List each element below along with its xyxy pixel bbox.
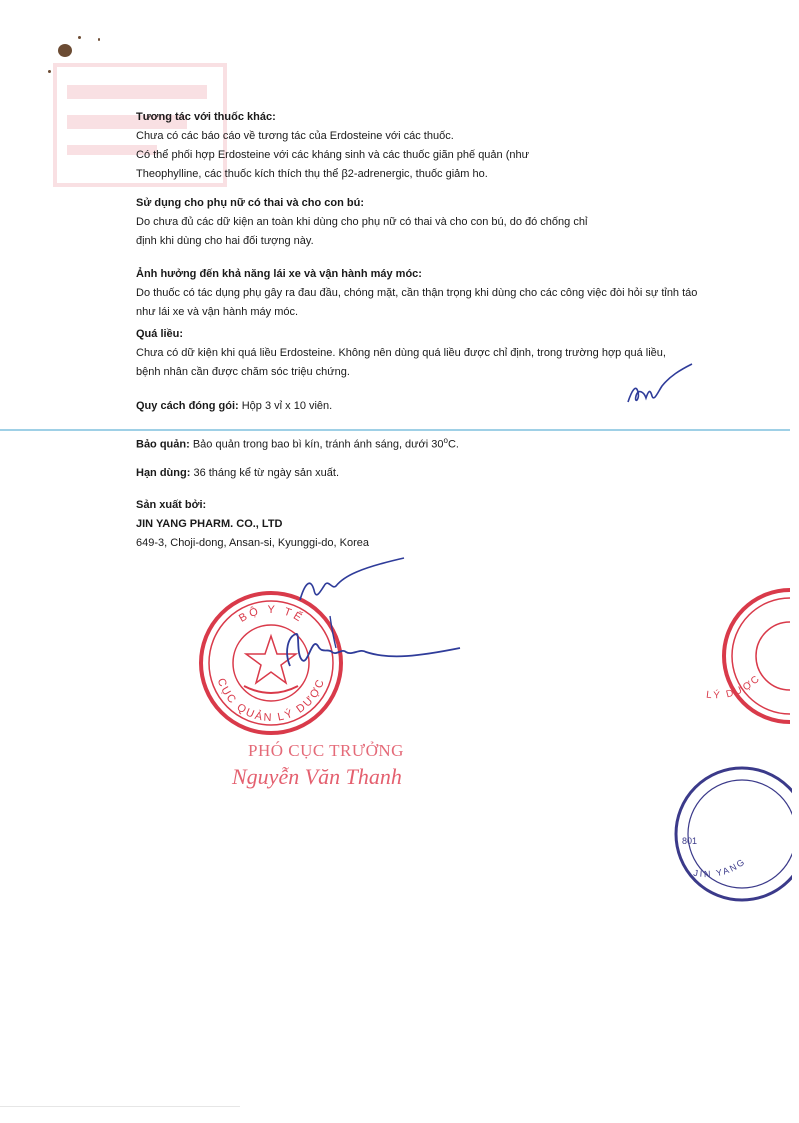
ink-spot: [58, 44, 72, 57]
overdose-heading: Quá liều:: [136, 328, 184, 340]
interactions-line-3: Theophylline, các thuốc kích thích thụ thể β2-adrenergic, thuốc giảm ho.: [136, 168, 488, 180]
official-name: Nguyễn Văn Thanh: [232, 764, 402, 789]
seal-bottom-text: CỤC QUẢN LÝ DƯỢC: [214, 676, 328, 725]
packaging-label: Quy cách đóng gói:: [136, 400, 239, 412]
driving-line-2: như lái xe và vận hành máy móc.: [136, 306, 299, 318]
driving-heading: Ảnh hưởng đến khả năng lái xe và vận hành máy móc:: [136, 268, 422, 280]
manufacturer-heading: Sản xuất bởi:: [136, 499, 207, 511]
ink-spot: [48, 70, 51, 73]
director-signature: [270, 556, 480, 686]
storage-unit: C.: [447, 438, 459, 451]
manufacturer-name: JIN YANG PHARM. CO., LTD: [136, 518, 283, 530]
interactions-heading: Tương tác với thuốc khác:: [136, 111, 276, 123]
packaging-value: Hộp 3 vỉ x 10 viên.: [241, 400, 333, 412]
expiry-label: Hạn dùng:: [136, 467, 191, 479]
company-seal-number: 801: [682, 836, 698, 846]
ink-spot: [78, 36, 81, 39]
company-seal: [652, 762, 792, 902]
initials-signature: [620, 362, 700, 412]
packaging-line: [136, 397, 616, 416]
storage-degree: o: [443, 436, 448, 445]
official-title: PHÓ CỤC TRƯỞNG: [248, 741, 404, 760]
svg-text:JIN YANG: [693, 856, 748, 879]
interactions-line-1: Chưa có các báo cáo về tương tác của Erdosteine với các thuốc.: [136, 130, 454, 142]
pregnancy-section: [136, 194, 616, 251]
partial-seal-text: LÝ DƯỢC: [705, 672, 764, 702]
partial-seal-right: [680, 586, 790, 726]
pregnancy-line-2: định khi dùng cho hai đối tượng này.: [136, 235, 314, 247]
expiry-line: [136, 464, 616, 483]
ink-spot: [98, 38, 100, 41]
interactions-line-2: Có thể phối hợp Erdosteine với các kháng sinh và các thuốc giãn phế quản (như: [136, 149, 529, 161]
driving-section: [136, 265, 736, 322]
manufacturer-address: 649-3, Choji-dong, Ansan-si, Kyunggi-do, Korea: [136, 537, 369, 549]
company-seal-text: JIN YANG: [692, 856, 748, 880]
storage-value: Bảo quản trong bao bì kín, tránh ánh sáng, dưới 30: [192, 438, 444, 451]
overdose-line-1: Chưa có dữ kiện khi quá liều Erdosteine. Không nên dùng quá liều được chỉ định, trong trường hợp quá liều,: [136, 347, 666, 359]
seal-top-text: BỘ Y TẾ: [236, 603, 307, 626]
svg-text:LÝ DƯỢC: [706, 673, 764, 702]
interactions-section: [136, 108, 616, 184]
manufacturer-section: [136, 496, 616, 553]
storage-label: Bảo quản:: [136, 438, 190, 451]
storage-line: [136, 431, 616, 455]
pregnancy-line-1: Do chưa đủ các dữ kiện an toàn khi dùng cho phụ nữ có thai và cho con bú, do đó chống chỉ: [136, 216, 588, 228]
expiry-value: 36 tháng kể từ ngày sản xuất.: [193, 467, 340, 479]
bottom-scan-line: [0, 1106, 240, 1107]
driving-line-1: Do thuốc có tác dụng phụ gây ra đau đầu, chóng mặt, cần thận trọng khi dùng cho các công việc đòi hỏi sự tỉnh táo: [136, 287, 698, 299]
pregnancy-heading: Sử dụng cho phụ nữ có thai và cho con bú:: [136, 197, 364, 209]
overdose-line-2: bệnh nhân cần được chăm sóc triệu chứng.: [136, 366, 350, 378]
